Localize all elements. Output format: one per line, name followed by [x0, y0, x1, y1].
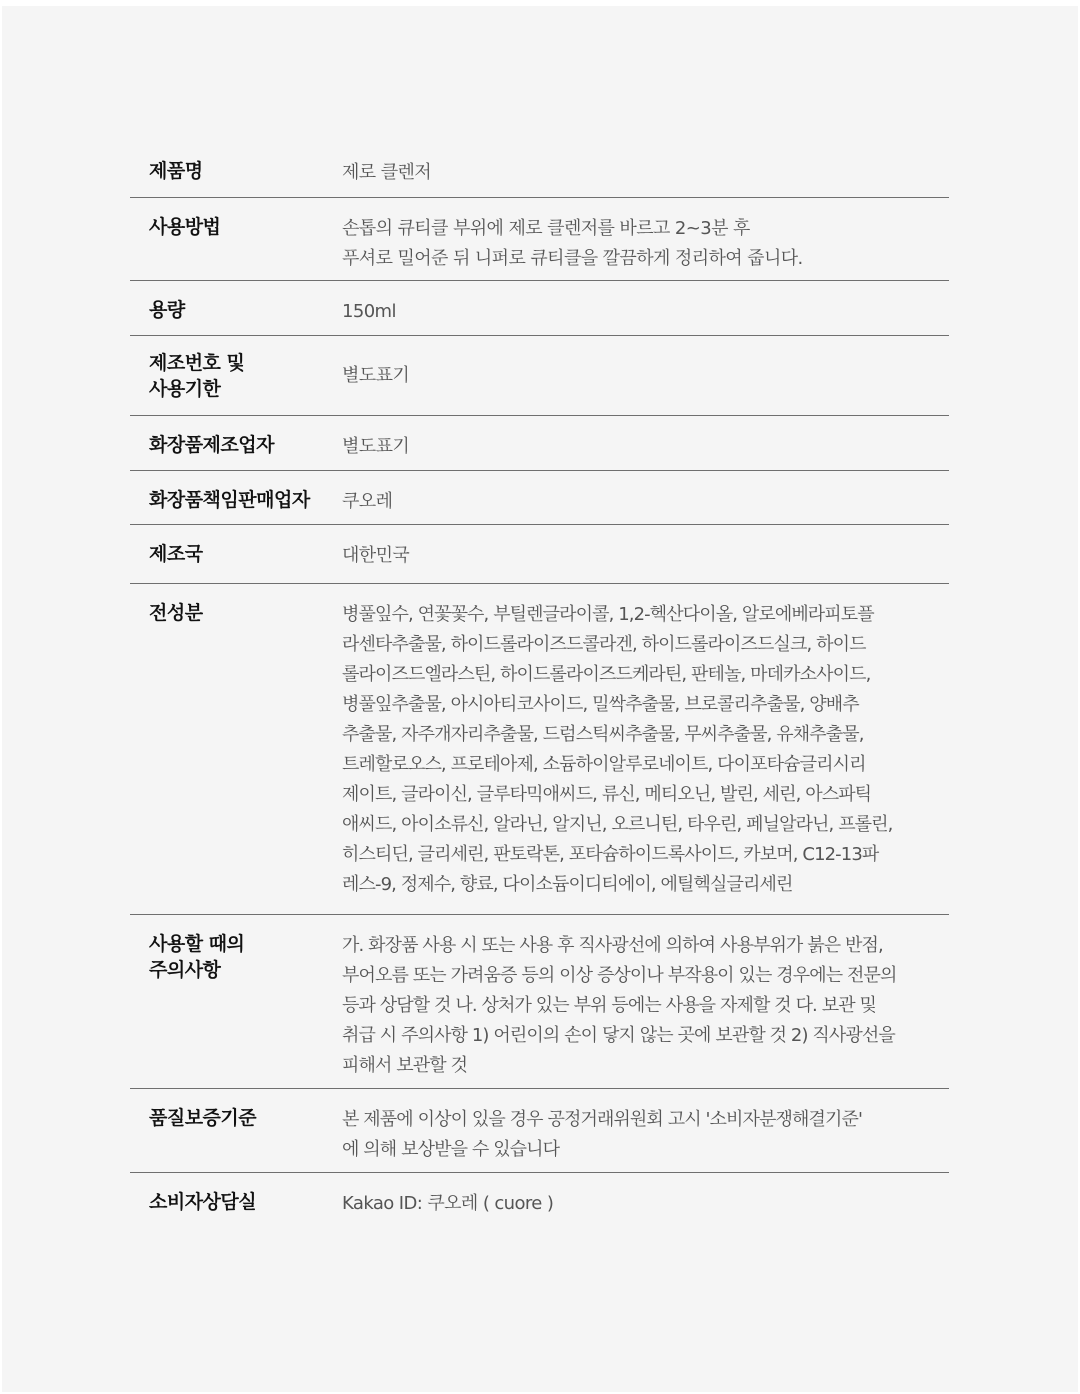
row-value: 별도표기 — [342, 365, 410, 386]
row-value: 병풀잎수, 연꽃꽃수, 부틸렌글라이콜, 1,2-헥산다이올, 알로에베라피토플 라센타추출물, 하이드롤라이즈드콜라겐, 하이드롤라이즈드실크, 하이드 롤라이즈드엘라스틴, 하이드롤라이즈드케라틴, 판테놀, 마데카소사이드, 병풀잎추출물, 아시아티코사이드, 밀싹추출물, 브로콜리추출물, 양배추 추출물, 자주개자리추출물, 드럼스틱씨추출물, 무씨추출물, 유채추출물, 트레할로오스, 프로테아제, 소듐하이알루로네이트, 다이포타슘글리시리 제이트, 글라이신, 글루타믹애씨드, 류신, 메티오닌, 발린, 세린, 아스파틱 애씨드, 아이소류신, 알라닌, 알지닌, 오르니틴, 타우린, 페닐알라닌, 프롤린, 히스티딘, 글리세린, 판토락톤, 포타슘하이드록사이드, 카보머, C12-13파 레스-9, 정제수, 향료, 다이소듐이디티에이, 에틸헥실글리세린 — [342, 604, 893, 895]
row-value: 본 제품에 이상이 있을 경우 공정거래위원회 고시 '소비자분쟁해결기준' 에 의해 보상받을 수 있습니다 — [342, 1109, 862, 1160]
info-row-precautions — [130, 915, 949, 1089]
row-label: 제품명 — [149, 160, 203, 182]
product-info-table — [130, 142, 949, 1233]
row-value: 대한민국 — [342, 545, 410, 566]
info-row-country — [130, 525, 949, 584]
row-value: 제로 클렌저 — [342, 162, 432, 183]
row-label: 전성분 — [149, 602, 203, 624]
row-label: 제조번호 및 사용기한 — [149, 352, 245, 400]
row-value: 별도표기 — [342, 436, 410, 457]
info-row-volume — [130, 281, 949, 336]
info-row-responsible-seller — [130, 471, 949, 525]
row-label: 화장품책임판매업자 — [149, 489, 310, 511]
row-value: 손톱의 큐티클 부위에 제로 클렌저를 바르고 2~3분 후 푸셔로 밀어준 뒤 니퍼로 큐티클을 깔끔하게 정리하여 줍니다. — [342, 218, 803, 269]
info-row-ingredients — [130, 584, 949, 915]
row-label: 소비자상담실 — [149, 1191, 257, 1213]
info-row-quality-standard — [130, 1089, 949, 1173]
info-row-manufacturer — [130, 416, 949, 471]
row-value: Kakao ID: 쿠오레 ( cuore ) — [342, 1193, 554, 1214]
row-label: 용량 — [149, 299, 185, 321]
row-label: 사용방법 — [149, 216, 221, 238]
info-row-product-name — [130, 142, 949, 198]
row-label: 제조국 — [149, 543, 203, 565]
row-value: 쿠오레 — [342, 491, 393, 512]
info-row-lot-expiry — [130, 336, 949, 416]
row-label: 화장품제조업자 — [149, 434, 274, 456]
row-label: 사용할 때의 주의사항 — [149, 933, 245, 981]
row-value: 가. 화장품 사용 시 또는 사용 후 직사광선에 의하여 사용부위가 붉은 반점, 부어오름 또는 가려움증 등의 이상 증상이나 부작용이 있는 경우에는 전문의 등과 상담할 것 나. 상처가 있는 부위 등에는 사용을 자제할 것 다. 보관 및 취급 시 주의사항 1) 어린이의 손이 닿지 않는 곳에 보관할 것 2) 직사광선을 피해서 보관할 것 — [342, 935, 897, 1076]
info-row-usage — [130, 198, 949, 281]
info-row-consumer-center — [130, 1173, 949, 1233]
row-value: 150ml — [342, 301, 396, 322]
row-label: 품질보증기준 — [149, 1107, 257, 1129]
